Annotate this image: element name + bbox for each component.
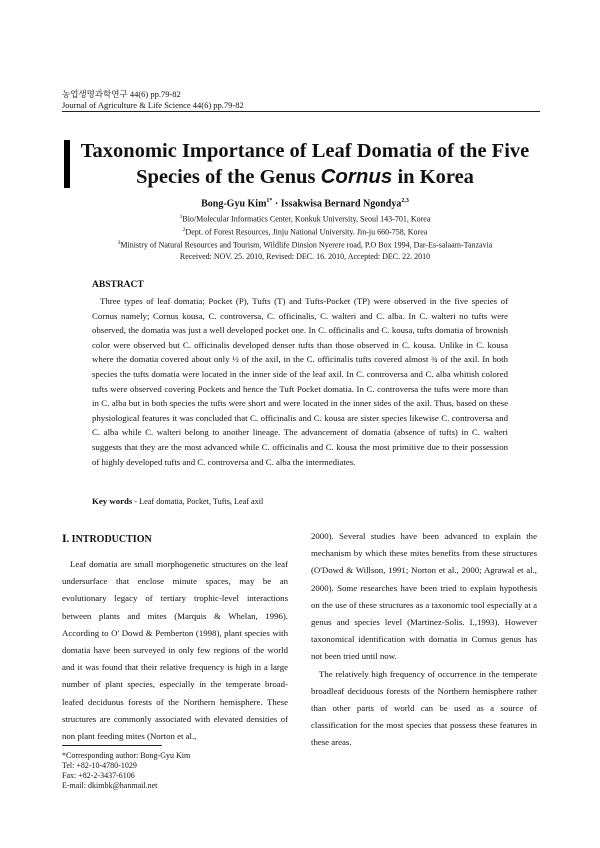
section-heading-introduction: Ⅰ. INTRODUCTION [62, 534, 152, 545]
affiliation-2-text: Dept. of Forest Resources, Jinju National University. Jin-ju 660-758, Korea [185, 227, 428, 237]
footnote [62, 751, 190, 791]
abstract-text: Three types of leaf domatia; Pocket (P), Tufts (T) and Tufts-Pocket (TP) were observed in the five species of Cornus namely; Cornus kousa, C. controversa, C. officinalis, C. walteri and C. alba. In C. walteri no tufts were observed, the domatia was just a well developed pocket one. In C. officinalis and C. kousa, tufts domatia of brownish color were observed but C. officinalis developed denser tufts than those observed in C. kousa. Unlike in C. kousa where the domatia covered about only ½ of the axil, in the C. officinalis tufts covered almost ¾ of the axil. In both species the tufts domatia were located in the inner side of the leaf axil. In C. controversa and C. alba whitish colored tufts were observed covering Pockets and hence the Tuft Pocket domatia. In C. controversa the tufts were more than in C. alba but in both species the tufts were short and were located in the inner sides of the axil. Thus, based on these physiological features it was concluded that C. officinalis and C. kousa are sister species likewise C. controversa and C. alba while C. walteri belong to another lineage. The advancement of domatia (absence of tufts) in C. walteri suggests that they are the most advanced while C. officinalis and C. kousa the most primitive due to their possession of highly developed tufts and C. controversa and C. alba the intermediates. [92, 296, 508, 467]
keywords-dash: - [132, 497, 140, 506]
title-genus: Cornus [320, 165, 393, 188]
journal-header-en: Journal of Agriculture & Life Science 44(6) pp.79-82 [62, 100, 244, 110]
journal-header-kr: 농업생명과학연구 44(6) pp.79-82 [62, 89, 181, 99]
intro-paragraph-1: Leaf domatia are small morphogenetic structures on the leaf undersurface that enclose minute spaces, may be an evolutionary legacy of tertiary trophic-level interactions between plants and mites (Marquis & Whelan, 1996). According to O' Dowd & Pemberton (1998), plant species with domatia have been surveyed in only few regions of the world and it was found that their relative frequency is high in a large number of plant species, especially in the temperate broad-leafed deciduous forests of the Northern hemisphere. These structures are commonly associated with elevated densities of non plant feeding mites (Norton et al., [62, 559, 288, 742]
footnote-rule [62, 745, 162, 746]
affiliation-3-sup: 3 [117, 240, 121, 246]
abstract-body [92, 294, 508, 469]
affiliation-1-text: Bio/Molecular Informatics Center, Konkuk University, Seoul 143-701, Korea [182, 214, 431, 224]
affiliation-3-text: Ministry of Natural Resources and Tourism, Wildlife Dinsion Nyerere road, P.O Box 1994, Dar-Es-salaam-Tanzavia [120, 240, 493, 250]
footnote-corresponding: *Corresponding author: Bong-Gyu Kim [62, 751, 191, 760]
title-line-2-post: in Korea [392, 166, 474, 188]
intro-right-column [311, 528, 537, 752]
intro-paragraph-2: The relatively high frequency of occurrence in the temperate broadleaf deciduous forests of the Northern hemisphere rather than other parts of world can be used as a source of classification for the most species that possess these features in these areas. [311, 668, 537, 748]
author-1: Bong-Gyu Kim [201, 198, 267, 210]
keywords [92, 496, 263, 506]
header-rule [62, 111, 540, 112]
affiliation-1 [60, 212, 550, 225]
affiliation-2-sup: 2 [182, 227, 186, 233]
received-dates: Received: NOV. 25. 2010, Revised: DEC. 16. 2010, Accepted: DEC. 22. 2010 [179, 252, 431, 261]
journal-header [62, 89, 244, 111]
keywords-text: Leaf domatia, Pocket, Tufts, Leaf axil [139, 497, 264, 506]
author-separator: · [272, 198, 281, 210]
title-line-2-pre: Species of the Genus [136, 166, 321, 188]
affiliation-3 [60, 238, 550, 251]
author-2: Issakwisa Bernard Ngondya [280, 198, 402, 210]
intro-left-column [62, 556, 288, 745]
author-2-sup: 2,3 [401, 198, 409, 204]
abstract-heading: ABSTRACT [92, 280, 144, 290]
title-line-1: Taxonomic Importance of Leaf Domatia of the Five [80, 140, 530, 162]
intro-paragraph-1-cont: 2000). Several studies have been advanced to explain the mechanism by which these mites benefits from these structures (O'Dowd & Willson, 1991; Norton et al., 2000; Agrawal et al., 2000). Some researches have been tried to explain hypothesis on the use of these structures as a taxonomic tool especially at a genus and species level (Martinez-Solis. I.,1993). However taxonomical identification with domatia in Cornus genus has not been tried until now. [311, 531, 537, 662]
footnote-tel: Tel: +82-10-4780-1029 [62, 761, 137, 770]
footnote-fax: Fax: +82-2-3437-6106 [62, 771, 135, 780]
author-1-sup: 1* [266, 198, 273, 204]
affiliation-2 [60, 225, 550, 238]
author-list [60, 198, 550, 209]
affiliation-1-sup: 1 [179, 214, 183, 220]
title-line-2 [60, 164, 550, 190]
keywords-label: Key words [92, 496, 133, 506]
footnote-email: E-mail: dkimbk@hanmail.net [62, 781, 158, 790]
paper-title [60, 138, 550, 190]
